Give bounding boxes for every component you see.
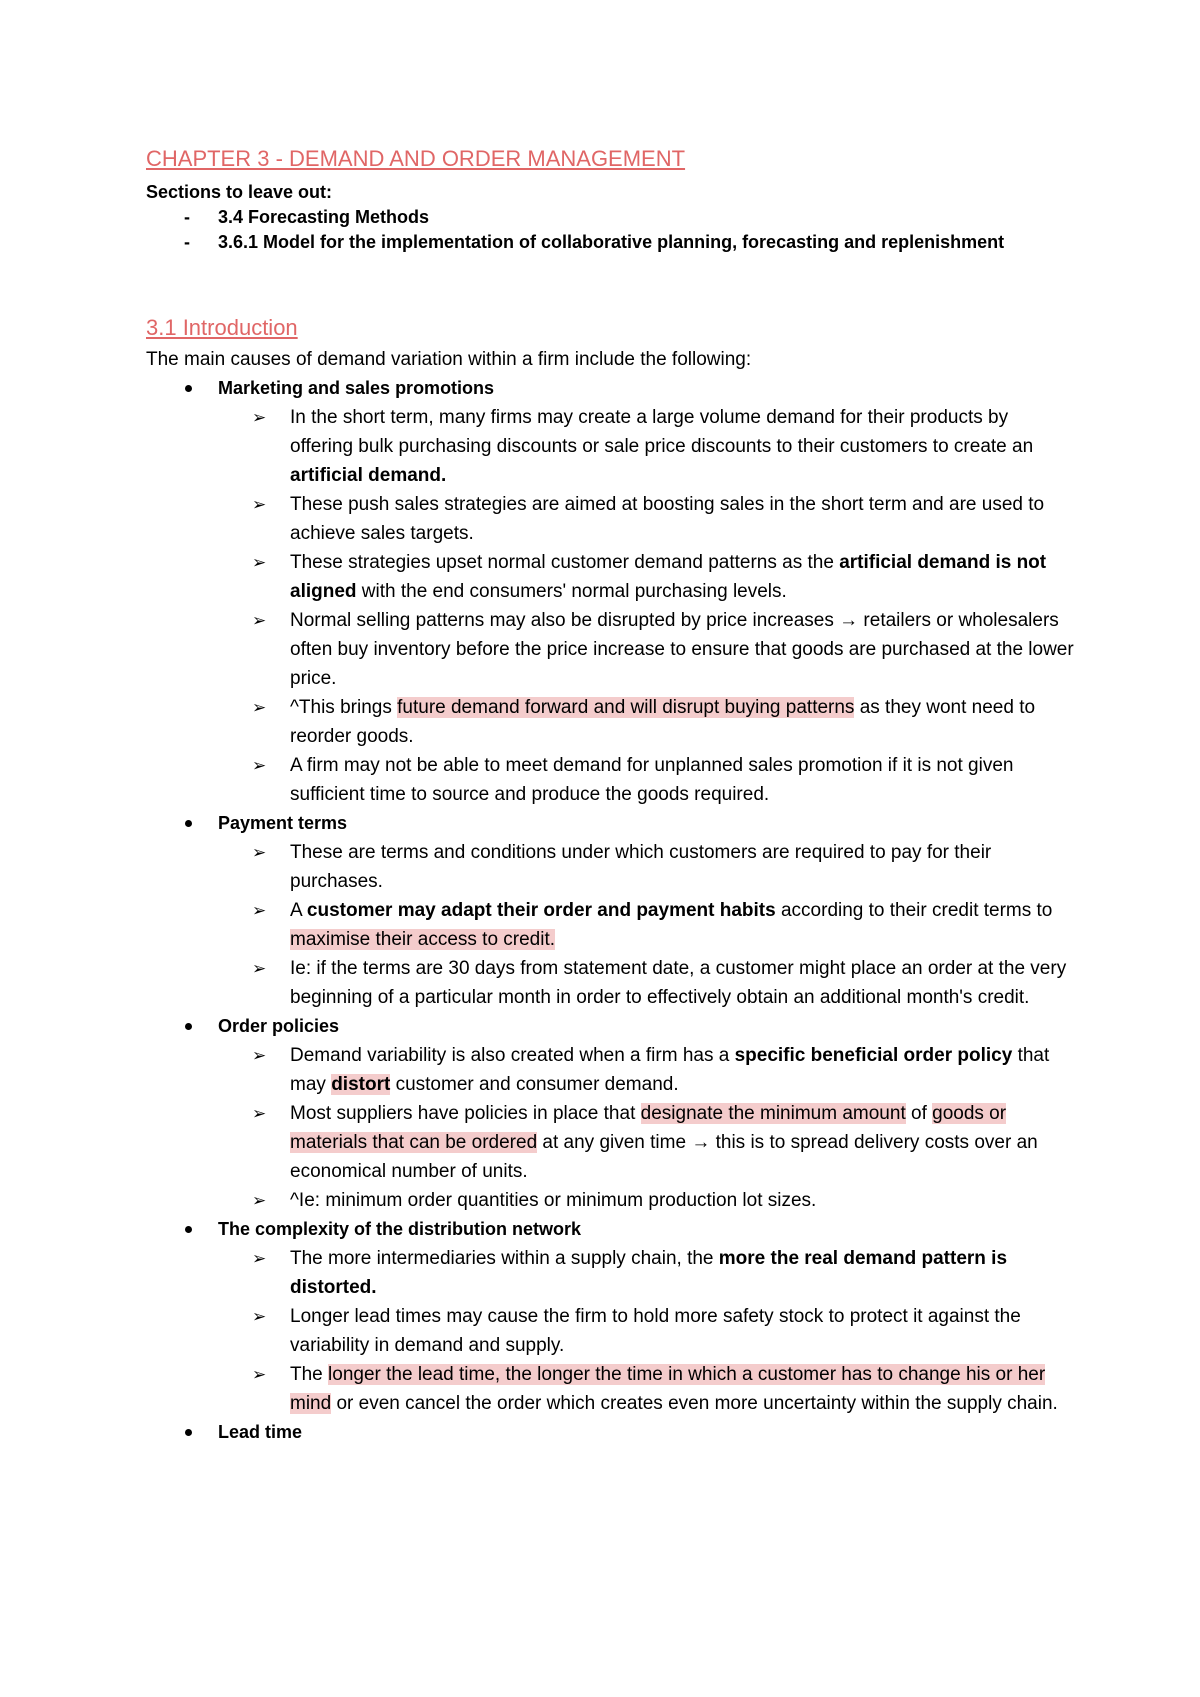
text-run: that may xyxy=(290,1045,1050,1095)
sub-point xyxy=(146,606,1076,693)
sub-point xyxy=(146,838,1076,896)
sub-point-text xyxy=(290,1360,1076,1418)
arrowhead-bullet-icon: ➢ xyxy=(252,408,267,427)
arrowhead-bullet-icon: ➢ xyxy=(252,1307,267,1326)
arrowhead-bullet-icon: ➢ xyxy=(252,495,267,514)
text-run: The more intermediaries within a supply chain, the xyxy=(290,1248,719,1269)
sub-point xyxy=(146,490,1076,548)
arrowhead-bullet-icon: ➢ xyxy=(252,1191,267,1210)
sub-point-text xyxy=(290,1041,1076,1099)
highlighted-text: goods or materials that can be ordered xyxy=(290,1103,1007,1153)
filled-circle-bullet-icon xyxy=(185,820,192,827)
topic-item xyxy=(146,1215,1076,1244)
text-run: or even cancel the order which creates even more uncertainty within the supply chain. xyxy=(331,1393,1058,1414)
sub-point xyxy=(146,1186,1076,1215)
leave-out-item xyxy=(146,205,1076,230)
sub-point xyxy=(146,548,1076,606)
highlighted-text: longer the lead time, the longer the time in which a customer has to change his or her mind xyxy=(290,1364,1046,1414)
sub-point-text xyxy=(290,1186,1076,1215)
text-run: Longer lead times may cause the firm to hold more safety stock to protect it against the variability in demand and supply. xyxy=(290,1306,1021,1356)
sub-point xyxy=(146,954,1076,1012)
bold-text: specific beneficial order policy xyxy=(734,1045,1013,1066)
sub-point-text xyxy=(290,838,1076,896)
text-run: Demand variability is also created when a firm has a xyxy=(290,1045,735,1066)
sub-point-text xyxy=(290,606,1076,693)
text-run: Normal selling patterns may also be disrupted by price increases → retailers or wholesalers often buy inventory before the price increase to ensure that goods are purchased at the lower price. xyxy=(290,610,1074,689)
text-run: A xyxy=(290,900,307,921)
sub-point-text xyxy=(290,490,1076,548)
topic-label: Order policies xyxy=(218,1016,340,1036)
sub-point-text xyxy=(290,954,1076,1012)
intro-paragraph: The main causes of demand variation within a firm include the following: xyxy=(146,349,752,370)
text-run: The xyxy=(290,1364,329,1385)
topic-item xyxy=(146,374,1076,403)
highlighted-text: designate the minimum amount xyxy=(640,1103,906,1124)
topic-label: Marketing and sales promotions xyxy=(218,378,495,398)
filled-circle-bullet-icon xyxy=(185,1226,192,1233)
arrowhead-bullet-icon: ➢ xyxy=(252,1046,267,1065)
arrowhead-bullet-icon: ➢ xyxy=(252,959,267,978)
sub-point-text xyxy=(290,693,1076,751)
sub-point xyxy=(146,1099,1076,1186)
filled-circle-bullet-icon xyxy=(185,1429,192,1436)
sub-point xyxy=(146,751,1076,809)
sub-point xyxy=(146,1041,1076,1099)
sections-label: Sections to leave out: xyxy=(146,182,333,202)
sub-point-text xyxy=(290,403,1076,490)
arrowhead-bullet-icon: ➢ xyxy=(252,611,267,630)
sub-point-text xyxy=(290,1099,1076,1186)
topic-label: Lead time xyxy=(218,1422,303,1442)
sub-point-text xyxy=(290,896,1076,954)
arrowhead-bullet-icon: ➢ xyxy=(252,1249,267,1268)
text-run: These strategies upset normal customer demand patterns as the xyxy=(290,552,840,573)
sub-point xyxy=(146,896,1076,954)
text-run: with the end consumers' normal purchasing levels. xyxy=(356,581,787,602)
text-run: In the short term, many firms may create a large volume demand for their products by offering bulk purchasing discounts or sale price discounts to their customers to create an xyxy=(290,407,1034,457)
text-run: These are terms and conditions under which customers are required to pay for their purchases. xyxy=(290,842,992,892)
leave-out-text: 3.6.1 Model for the implementation of collaborative planning, forecasting and replenishment xyxy=(218,232,1005,252)
topic-item xyxy=(146,1418,1076,1447)
topic-item xyxy=(146,1012,1076,1041)
arrowhead-bullet-icon: ➢ xyxy=(252,901,267,920)
arrowhead-bullet-icon: ➢ xyxy=(252,1365,267,1384)
leave-out-item xyxy=(146,230,1076,255)
sub-point xyxy=(146,693,1076,751)
text-run: according to their credit terms to xyxy=(775,900,1053,921)
topic-item xyxy=(146,809,1076,838)
text-run: as they wont need to reorder goods. xyxy=(290,697,1036,747)
text-run: Most suppliers have policies in place that xyxy=(290,1103,641,1124)
bold-text: artificial demand is not aligned xyxy=(290,552,1047,602)
leave-out-text: 3.4 Forecasting Methods xyxy=(218,207,430,227)
document-content xyxy=(146,144,1076,1447)
chapter-title: CHAPTER 3 - DEMAND AND ORDER MANAGEMENT xyxy=(146,146,686,171)
text-run: Ie: if the terms are 30 days from statement date, a customer might place an order at the very beginning of a particular month in order to effectively obtain an additional month's credit. xyxy=(290,958,1067,1008)
sub-point xyxy=(146,1360,1076,1418)
sub-point xyxy=(146,403,1076,490)
leave-out-list xyxy=(146,205,1076,255)
text-run: of xyxy=(905,1103,933,1124)
section-heading: 3.1 Introduction xyxy=(146,315,298,340)
sub-point-text xyxy=(290,751,1076,809)
sub-point-text xyxy=(290,1302,1076,1360)
topic-label: Payment terms xyxy=(218,813,348,833)
topic-label: The complexity of the distribution network xyxy=(218,1219,582,1239)
topics-list xyxy=(146,374,1076,1447)
highlighted-text: distort xyxy=(331,1074,391,1095)
sub-point xyxy=(146,1244,1076,1302)
bold-text: customer may adapt their order and payment habits xyxy=(306,900,776,921)
filled-circle-bullet-icon xyxy=(185,385,192,392)
filled-circle-bullet-icon xyxy=(185,1023,192,1030)
dash-icon: - xyxy=(184,207,190,227)
bold-text: more the real demand pattern is distorted. xyxy=(290,1248,1008,1298)
dash-icon: - xyxy=(184,232,190,252)
text-run: ^This brings xyxy=(290,697,398,718)
text-run: A firm may not be able to meet demand for unplanned sales promotion if it is not given sufficient time to source and produce the goods required. xyxy=(290,755,1014,805)
arrowhead-bullet-icon: ➢ xyxy=(252,756,267,775)
highlighted-text: future demand forward and will disrupt buying patterns xyxy=(397,697,855,718)
arrowhead-bullet-icon: ➢ xyxy=(252,843,267,862)
text-run: These push sales strategies are aimed at boosting sales in the short term and are used to achieve sales targets. xyxy=(290,494,1045,544)
arrowhead-bullet-icon: ➢ xyxy=(252,1104,267,1123)
sub-point-text xyxy=(290,548,1076,606)
bold-text: artificial demand. xyxy=(290,465,447,486)
text-run: at any given time → this is to spread delivery costs over an economical number of units. xyxy=(290,1132,1038,1182)
arrowhead-bullet-icon: ➢ xyxy=(252,698,267,717)
text-run: ^Ie: minimum order quantities or minimum production lot sizes. xyxy=(290,1190,817,1211)
sub-point-text xyxy=(290,1244,1076,1302)
arrowhead-bullet-icon: ➢ xyxy=(252,553,267,572)
highlighted-text: maximise their access to credit. xyxy=(290,929,556,950)
text-run: customer and consumer demand. xyxy=(390,1074,679,1095)
sub-point xyxy=(146,1302,1076,1360)
